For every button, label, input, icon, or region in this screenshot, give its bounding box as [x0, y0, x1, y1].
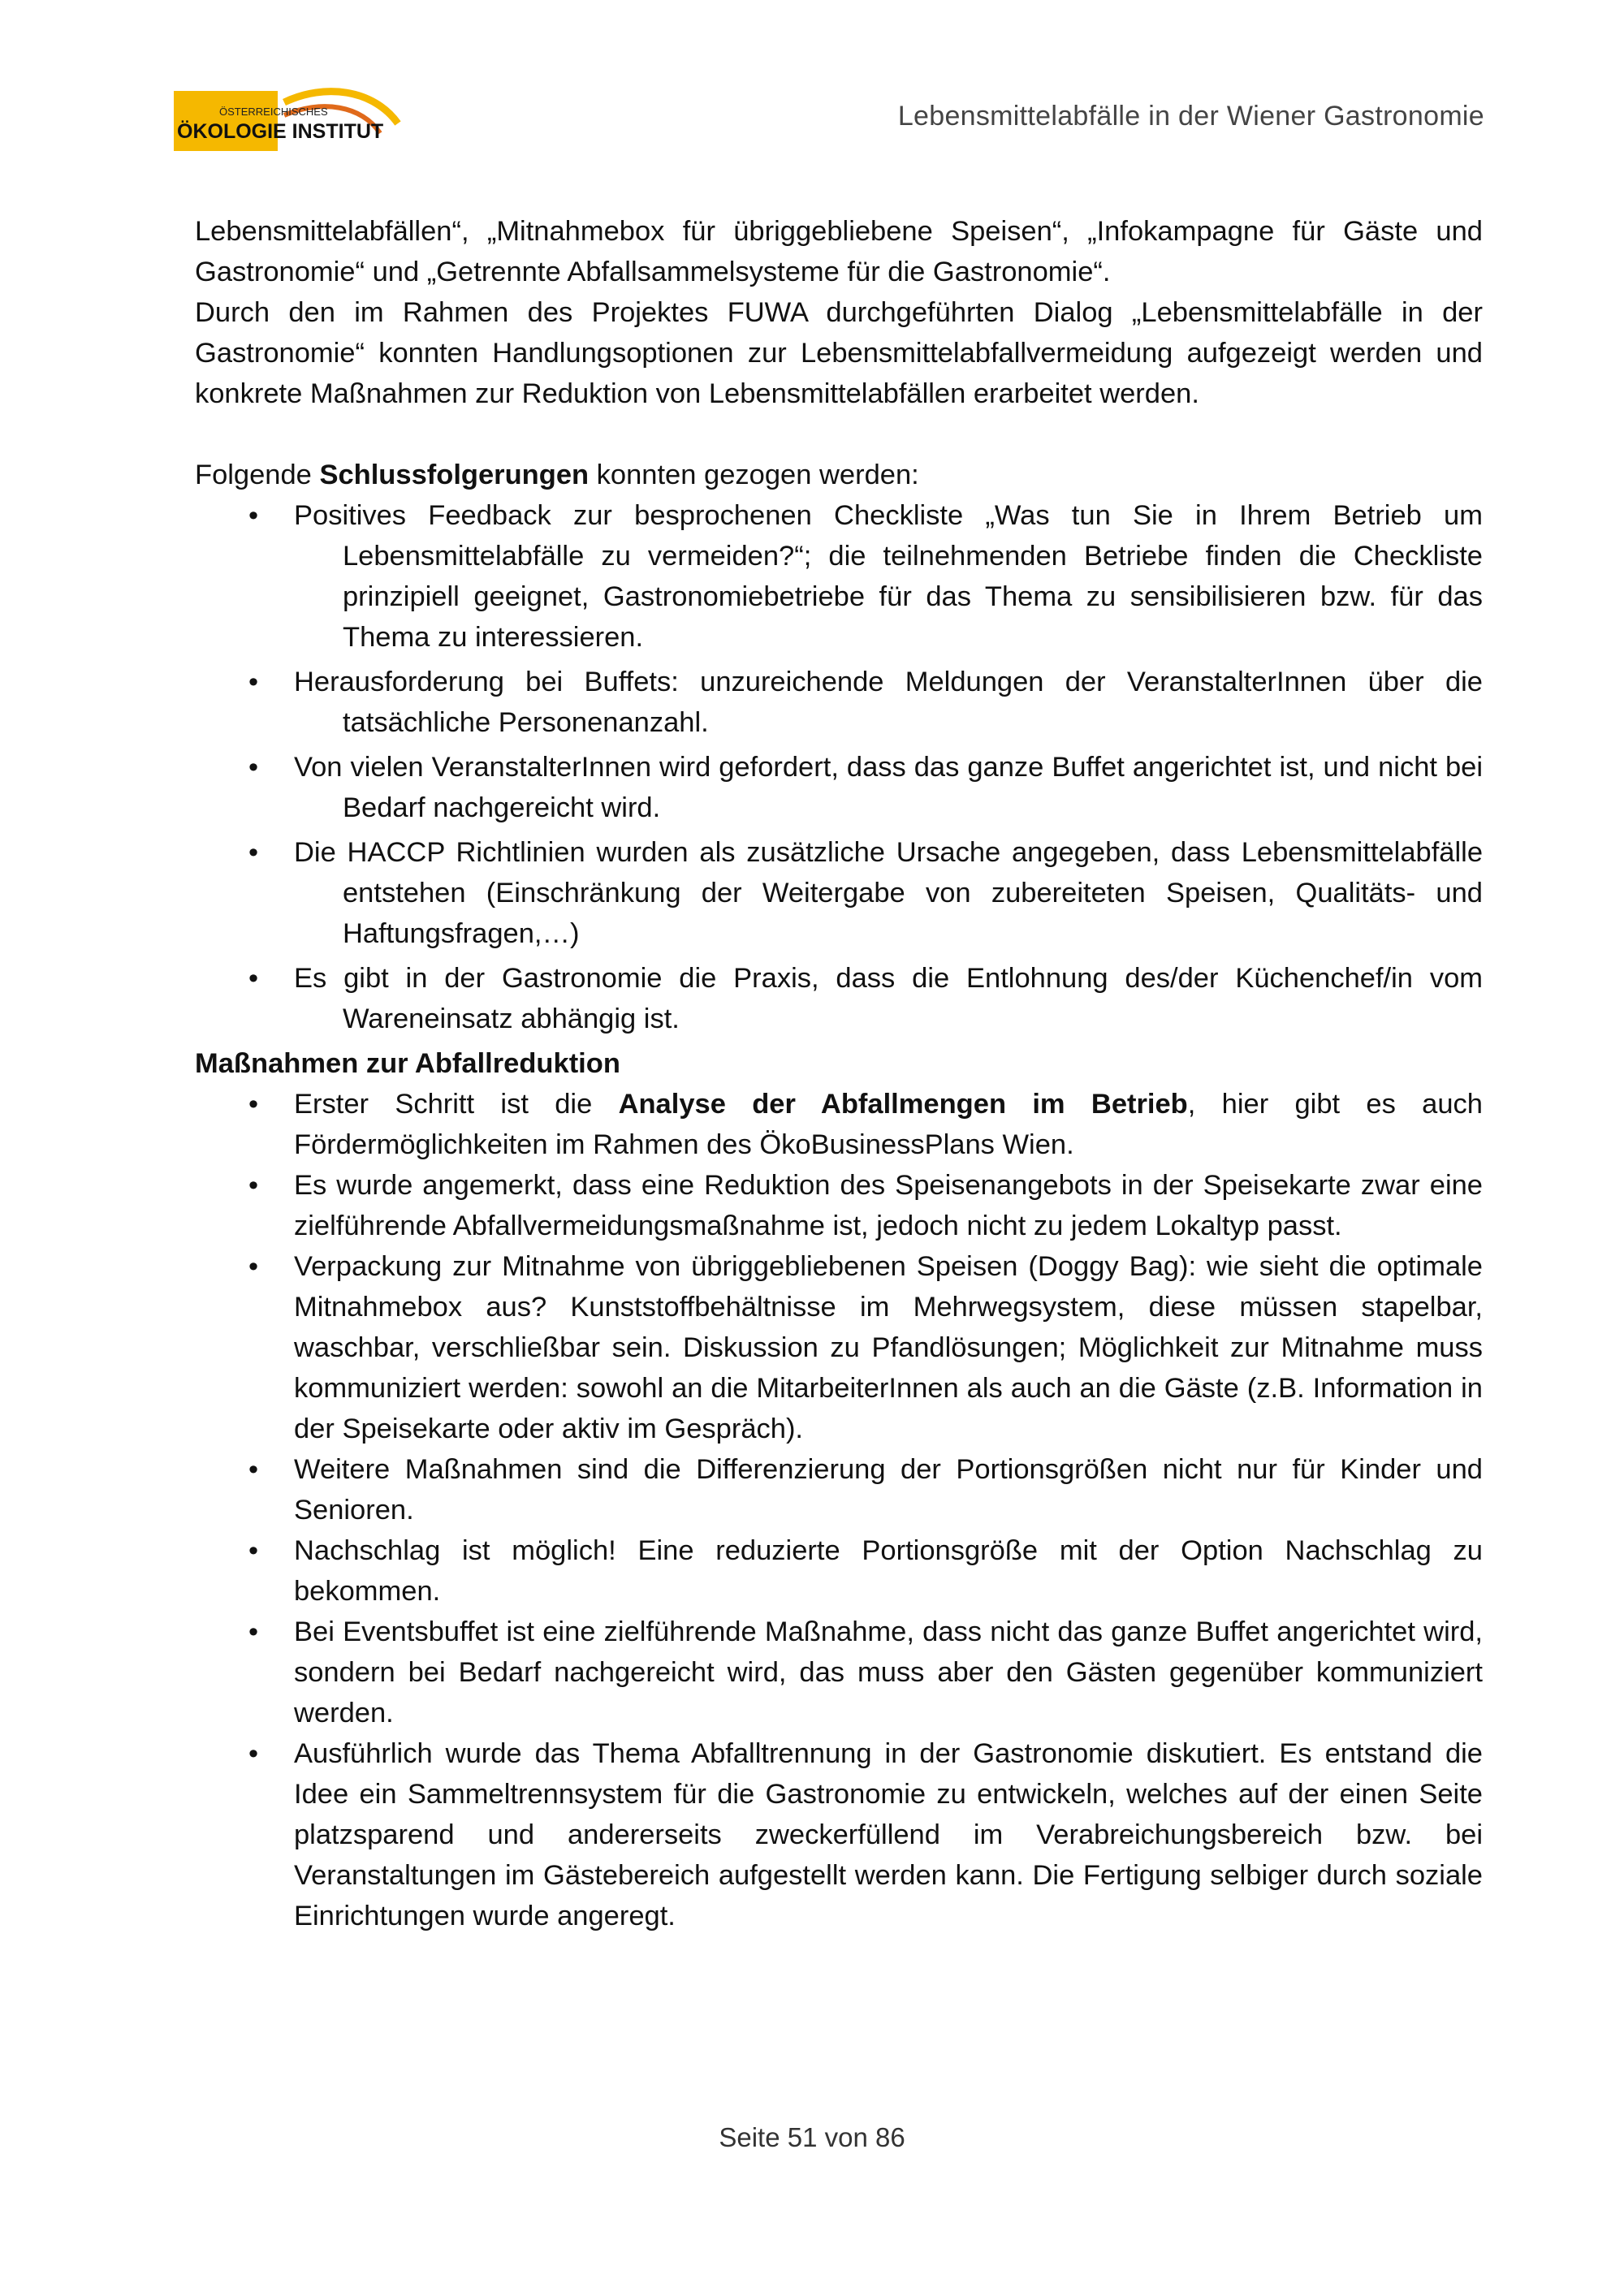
list-item: • Von vielen VeranstalterInnen wird gefordert, dass das ganze Buffet angerichtet ist, und nicht bei Bedarf nachgereicht wird. [195, 747, 1483, 828]
bullet-icon: • [248, 1170, 259, 1201]
list-item: • Bei Eventsbuffet ist eine zielführende Maßnahme, dass nicht das ganze Buffet angerichtet wird, sondern bei Bedarf nachgereicht wird, das muss aber den Gästen gegenüber kommuniziert werden. [195, 1612, 1483, 1733]
document-header-title: Lebensmittelabfälle in der Wiener Gastronomie [897, 101, 1484, 132]
list-item: • Herausforderung bei Buffets: unzureichende Meldungen der VeranstalterInnen über die tatsächliche Personenanzahl. [195, 662, 1483, 743]
bullet-icon: • [248, 837, 259, 868]
logo-line2: ÖKOLOGIE INSTITUT [177, 120, 384, 143]
conclusions-keyword: Schlussfolgerungen [319, 460, 590, 490]
conclusions-list [195, 495, 1483, 1039]
list-item: • Es gibt in der Gastronomie die Praxis, dass die Entlohnung des/der Küchenchef/in vom Wareneinsatz abhängig ist. [195, 958, 1483, 1039]
institute-logo [162, 75, 406, 172]
list-item: • Es wurde angemerkt, dass eine Reduktion des Speisenangebots in der Speisekarte zwar eine zielführende Abfallvermeidungsmaßnahme ist, jedoch nicht zu jedem Lokaltyp passt. [195, 1165, 1483, 1246]
bullet-icon: • [248, 1089, 259, 1120]
measures-list [195, 1084, 1483, 1936]
page-content [195, 211, 1483, 1936]
bullet-icon: • [248, 752, 259, 783]
bullet-icon: • [248, 667, 259, 697]
bullet-icon: • [248, 500, 259, 531]
logo-graphic [162, 75, 406, 172]
list-item: • Weitere Maßnahmen sind die Differenzierung der Portionsgrößen nicht nur für Kinder und Senioren. [195, 1449, 1483, 1530]
list-item: • Erster Schritt ist die Analyse der Abfallmengen im Betrieb, hier gibt es auch Fördermöglichkeiten im Rahmen des ÖkoBusinessPlans Wien. [195, 1084, 1483, 1165]
bullet-icon: • [248, 1454, 259, 1485]
bullet-icon: • [248, 963, 259, 994]
list-item: • Positives Feedback zur besprochenen Checkliste „Was tun Sie in Ihrem Betrieb um Lebensmittelabfälle zu vermeiden?“; die teilnehmenden Betriebe finden die Checkliste prinzipiell geeignet, Gastronomiebetriebe für das Thema zu sensibilisieren bzw. für das Thema zu interessieren. [195, 495, 1483, 658]
bullet-icon: • [248, 1535, 259, 1566]
list-item: • Ausführlich wurde das Thema Abfalltrennung in der Gastronomie diskutiert. Es entstand die Idee ein Sammeltrennsystem für die Gastronomie zu entwickeln, welches auf der einen Seite platzsparend und andererseits zweckerfüllend im Verabreichungsbereich bzw. bei Veranstaltungen im Gästebereich aufgestellt werden kann. Die Fertigung selbiger durch soziale Einrichtungen wurde angeregt. [195, 1733, 1483, 1936]
measures-heading: Maßnahmen zur Abfallreduktion [195, 1048, 620, 1079]
list-item: • Verpackung zur Mitnahme von übriggebliebenen Speisen (Doggy Bag): wie sieht die optimale Mitnahmebox aus? Kunststoffbehältnisse im Mehrwegsystem, diese müssen stapelbar, waschbar, verschließbar sein. Diskussion zu Pfandlösungen; Möglichkeit zur Mitnahme muss kommuniziert werden: sowohl an die MitarbeiterInnen als auch an die Gäste (z.B. Information in der Speisekarte oder aktiv im Gespräch). [195, 1246, 1483, 1449]
bullet-icon: • [248, 1616, 259, 1647]
bullet-icon: • [248, 1251, 259, 1282]
conclusions-lead: Folgende Schlussfolgerungen konnten gezogen werden: [195, 460, 919, 490]
logo-line1: ÖSTERREICHISCHES [219, 106, 328, 118]
page-number: Seite 51 von 86 [719, 2122, 905, 2152]
list-item: • Nachschlag ist möglich! Eine reduzierte Portionsgröße mit der Option Nachschlag zu bekommen. [195, 1530, 1483, 1612]
intro-paragraph-1: Lebensmittelabfällen“, „Mitnahmebox für übriggebliebene Speisen“, „Infokampagne für Gäste und Gastronomie“ und „Getrennte Abfallsammelsysteme für die Gastronomie“. [195, 216, 1483, 287]
list-item: • Die HACCP Richtlinien wurden als zusätzliche Ursache angegeben, dass Lebensmittelabfälle entstehen (Einschränkung der Weitergabe von zubereiteten Speisen, Qualitäts- und Haftungsfragen,…) [195, 832, 1483, 954]
intro-paragraph-2: Durch den im Rahmen des Projektes FUWA durchgeführten Dialog „Lebensmittelabfälle in der Gastronomie“ konnten Handlungsoptionen zur Lebensmittelabfallvermeidung aufgezeigt werden und konkrete Maßnahmen zur Reduktion von Lebensmittelabfällen erarbeitet werden. [195, 297, 1483, 409]
measures-keyword: Analyse der Abfallmengen im Betrieb [618, 1089, 1188, 1120]
bullet-icon: • [248, 1738, 259, 1769]
